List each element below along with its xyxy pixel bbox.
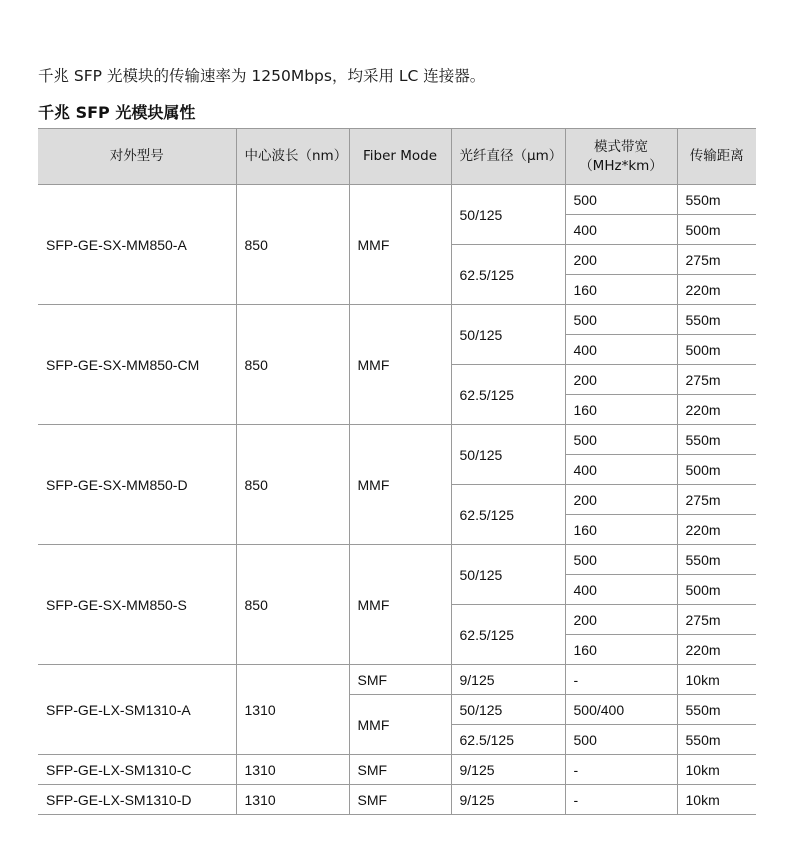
core-cell: 9/125	[451, 785, 565, 815]
distance-cell: 275m	[677, 485, 756, 515]
model-cell: SFP-GE-LX-SM1310-C	[38, 755, 236, 785]
model-cell: SFP-GE-SX-MM850-S	[38, 545, 236, 665]
core-cell: 50/125	[451, 305, 565, 365]
bandwidth-cell: 200	[565, 485, 677, 515]
header-fiber-mode: Fiber Mode	[349, 129, 451, 185]
bandwidth-cell: 500	[565, 425, 677, 455]
fiber-mode-cell: SMF	[349, 755, 451, 785]
distance-cell: 500m	[677, 575, 756, 605]
bandwidth-cell: 500	[565, 185, 677, 215]
wavelength-cell: 850	[236, 425, 349, 545]
core-cell: 62.5/125	[451, 245, 565, 305]
table-row	[38, 425, 756, 455]
distance-cell: 275m	[677, 605, 756, 635]
core-cell: 50/125	[451, 185, 565, 245]
wavelength-cell: 850	[236, 185, 349, 305]
distance-cell: 550m	[677, 425, 756, 455]
distance-cell: 500m	[677, 455, 756, 485]
bandwidth-cell: -	[565, 665, 677, 695]
bandwidth-cell: 200	[565, 605, 677, 635]
fiber-mode-cell: SMF	[349, 785, 451, 815]
model-cell: SFP-GE-SX-MM850-D	[38, 425, 236, 545]
distance-cell: 275m	[677, 365, 756, 395]
core-cell: 9/125	[451, 755, 565, 785]
distance-cell: 220m	[677, 635, 756, 665]
model-cell: SFP-GE-LX-SM1310-A	[38, 665, 236, 755]
model-cell: SFP-GE-SX-MM850-A	[38, 185, 236, 305]
bandwidth-cell: 200	[565, 365, 677, 395]
bandwidth-cell: 200	[565, 245, 677, 275]
header-core-diameter: 光纤直径（μm）	[451, 129, 565, 185]
bandwidth-cell: 400	[565, 215, 677, 245]
fiber-mode-cell: MMF	[349, 695, 451, 755]
header-bandwidth-line1: 模式带宽	[594, 138, 648, 155]
wavelength-cell: 1310	[236, 755, 349, 785]
core-cell: 9/125	[451, 665, 565, 695]
bandwidth-cell: 500/400	[565, 695, 677, 725]
core-cell: 62.5/125	[451, 485, 565, 545]
bandwidth-cell: 400	[565, 455, 677, 485]
core-cell: 62.5/125	[451, 725, 565, 755]
header-distance: 传输距离	[677, 129, 756, 185]
distance-cell: 10km	[677, 665, 756, 695]
distance-cell: 550m	[677, 185, 756, 215]
distance-cell: 220m	[677, 395, 756, 425]
bandwidth-cell: -	[565, 755, 677, 785]
wavelength-cell: 850	[236, 545, 349, 665]
distance-cell: 550m	[677, 695, 756, 725]
distance-cell: 550m	[677, 545, 756, 575]
wavelength-cell: 1310	[236, 665, 349, 755]
model-cell: SFP-GE-LX-SM1310-D	[38, 785, 236, 815]
distance-cell: 550m	[677, 305, 756, 335]
bandwidth-cell: 500	[565, 725, 677, 755]
model-cell: SFP-GE-SX-MM850-CM	[38, 305, 236, 425]
table-row	[38, 545, 756, 575]
header-row	[38, 129, 756, 185]
distance-cell: 220m	[677, 515, 756, 545]
table-title: 千兆 SFP 光模块属性	[38, 103, 196, 122]
core-cell: 62.5/125	[451, 365, 565, 425]
bandwidth-cell: 160	[565, 515, 677, 545]
table-row	[38, 185, 756, 215]
distance-cell: 275m	[677, 245, 756, 275]
bandwidth-cell: 160	[565, 395, 677, 425]
distance-cell: 220m	[677, 275, 756, 305]
bandwidth-cell: 400	[565, 335, 677, 365]
core-cell: 50/125	[451, 425, 565, 485]
bandwidth-cell: 160	[565, 275, 677, 305]
distance-cell: 10km	[677, 755, 756, 785]
bandwidth-cell: 500	[565, 545, 677, 575]
distance-cell: 10km	[677, 785, 756, 815]
fiber-mode-cell: MMF	[349, 545, 451, 665]
bandwidth-cell: 400	[565, 575, 677, 605]
bandwidth-cell: -	[565, 785, 677, 815]
table-row	[38, 785, 756, 815]
table-row	[38, 305, 756, 335]
fiber-mode-cell: MMF	[349, 425, 451, 545]
header-bandwidth	[565, 129, 677, 185]
core-cell: 62.5/125	[451, 605, 565, 665]
header-wavelength: 中心波长（nm）	[236, 129, 349, 185]
distance-cell: 550m	[677, 725, 756, 755]
fiber-mode-cell: SMF	[349, 665, 451, 695]
sfp-spec-table	[38, 128, 756, 815]
header-bandwidth-line2: （MHz*km）	[579, 157, 663, 174]
fiber-mode-cell: MMF	[349, 305, 451, 425]
table-row	[38, 755, 756, 785]
distance-cell: 500m	[677, 215, 756, 245]
bandwidth-cell: 500	[565, 305, 677, 335]
header-model: 对外型号	[38, 129, 236, 185]
wavelength-cell: 850	[236, 305, 349, 425]
table-row	[38, 665, 756, 695]
core-cell: 50/125	[451, 545, 565, 605]
intro-text: 千兆 SFP 光模块的传输速率为 1250Mbps，均采用 LC 连接器。	[38, 67, 486, 85]
distance-cell: 500m	[677, 335, 756, 365]
wavelength-cell: 1310	[236, 785, 349, 815]
bandwidth-cell: 160	[565, 635, 677, 665]
fiber-mode-cell: MMF	[349, 185, 451, 305]
core-cell: 50/125	[451, 695, 565, 725]
